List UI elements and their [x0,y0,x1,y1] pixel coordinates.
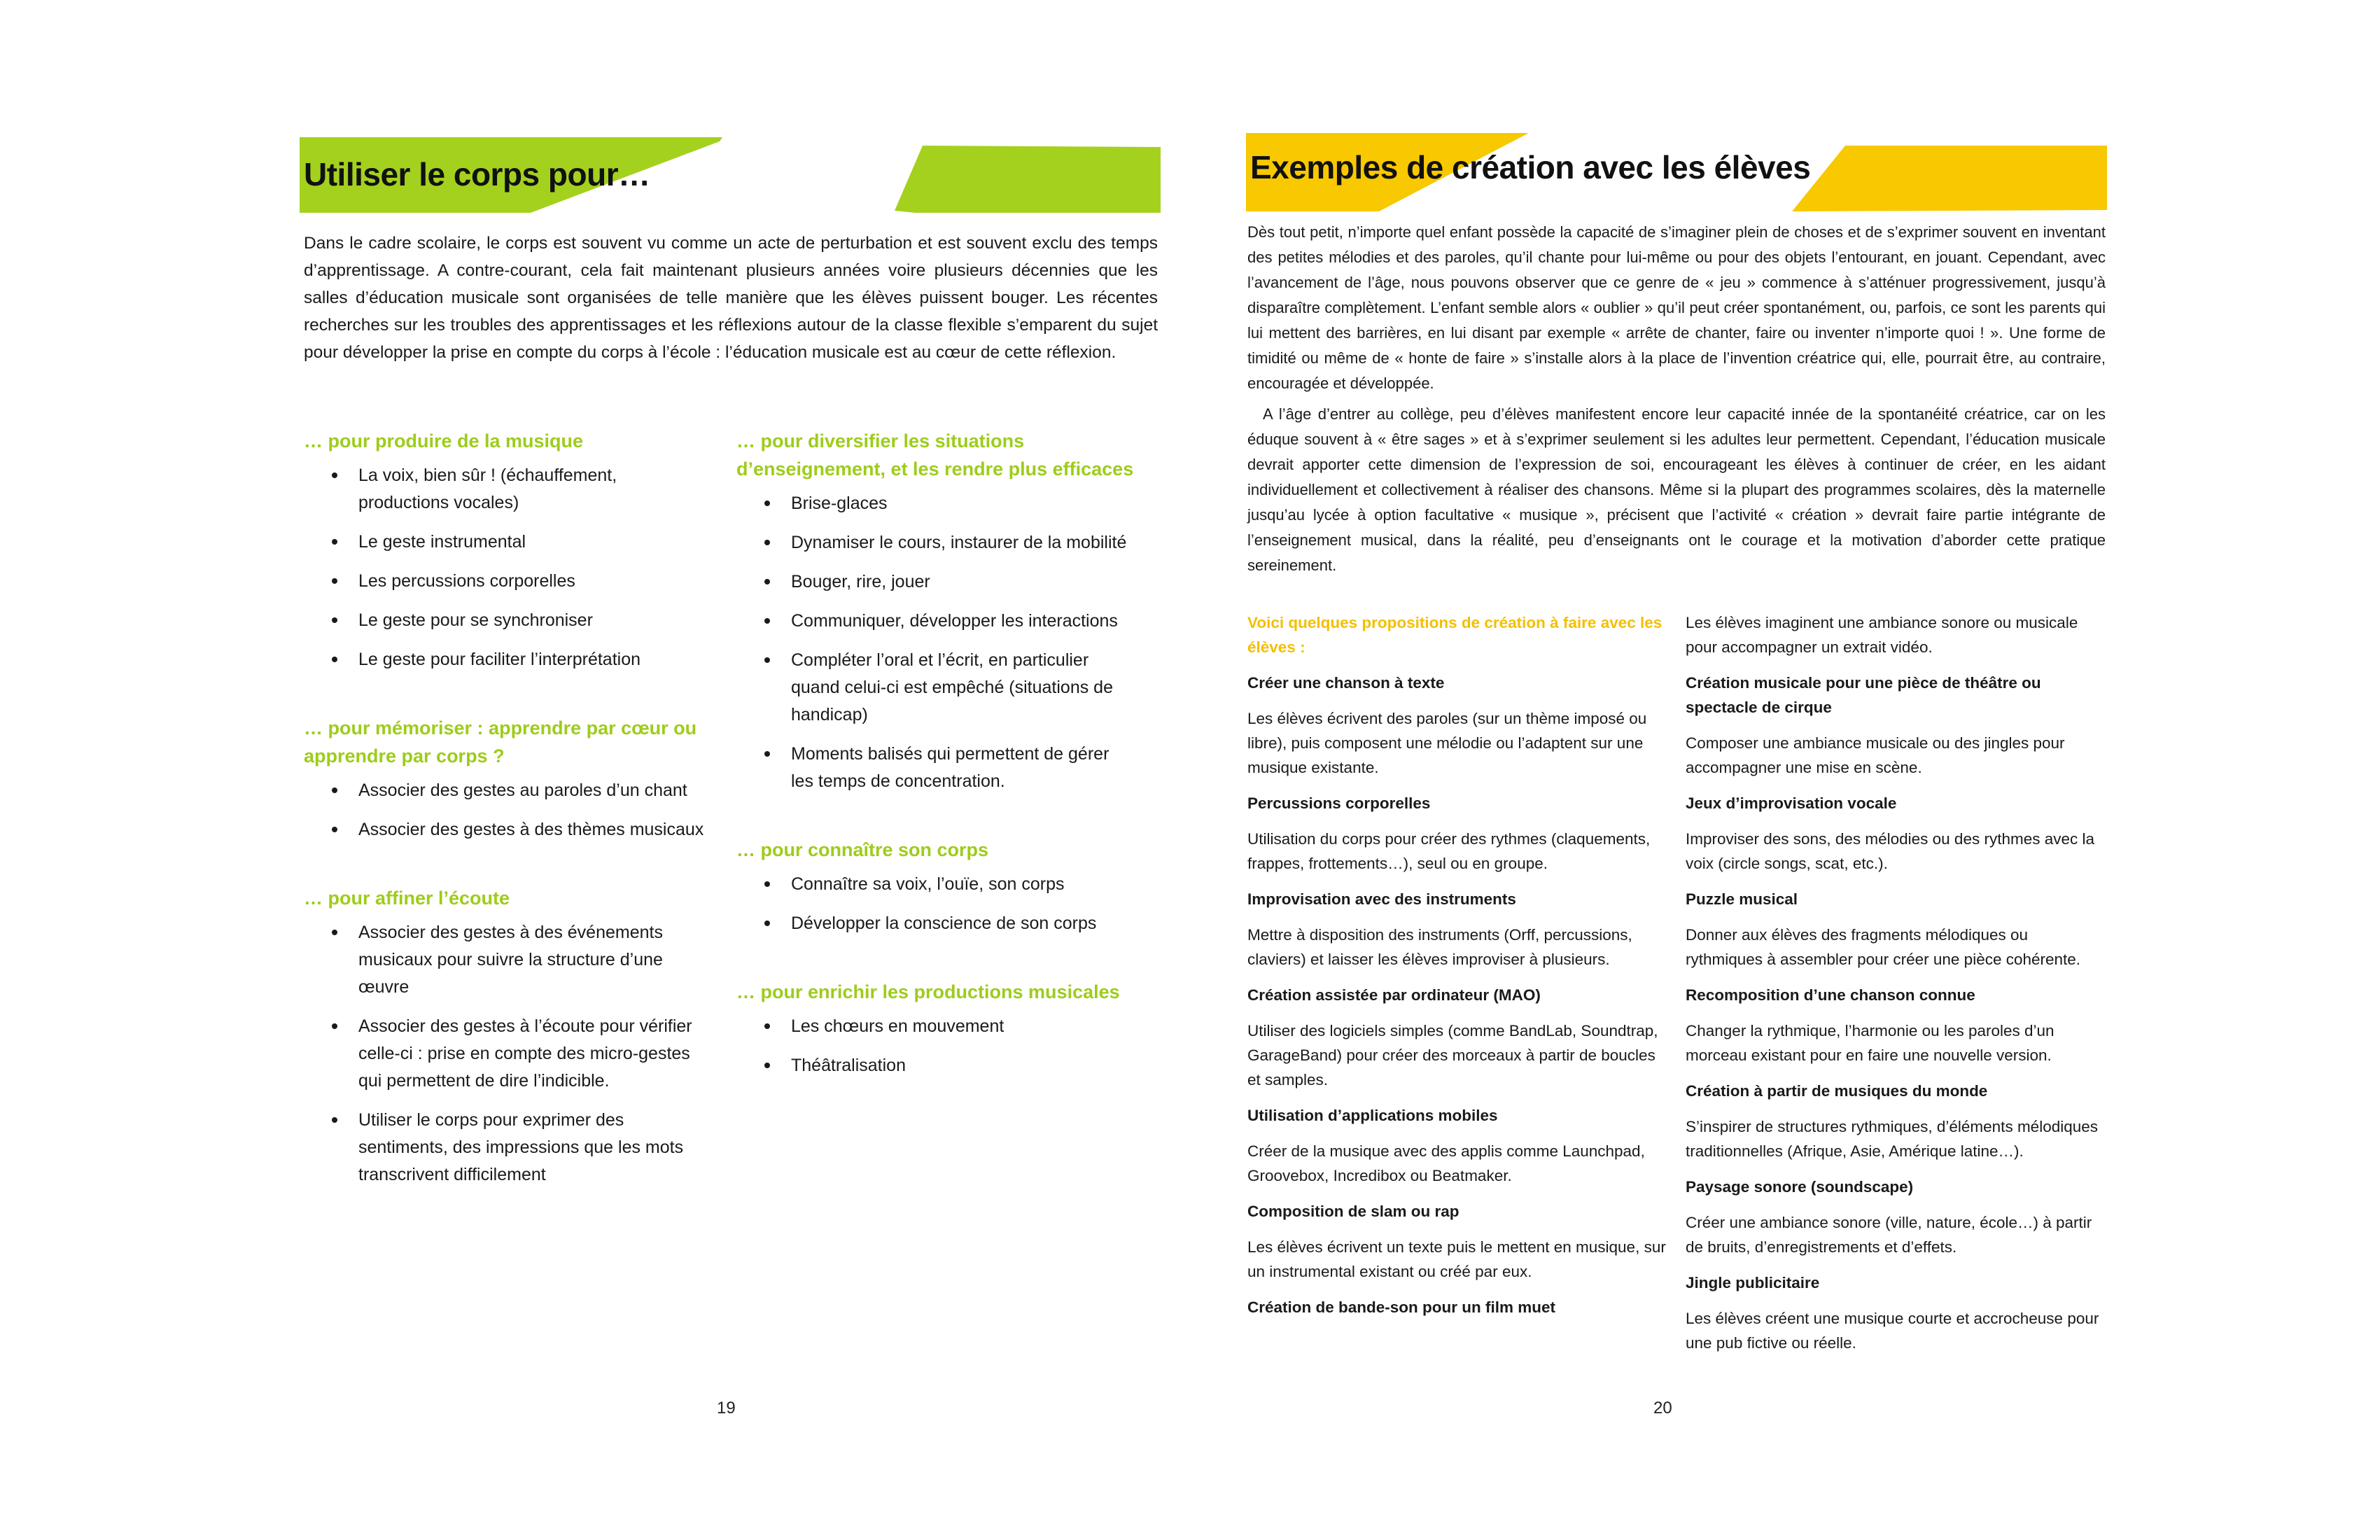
item-description: Les élèves écrivent des paroles (sur un thème imposé ou libre), puis composent une mélodie ou l’adaptent sur une musique existante. [1247,710,1647,776]
bullet-list [304,919,710,1189]
list-item: Utiliser le corps pour exprimer des sentiments, des impressions que les mots transcrivent difficilement [358,1107,710,1189]
left-column-2 [736,427,1135,1120]
section [304,427,710,673]
right-column-2 [1686,610,2106,1366]
list-item: Le geste pour faciliter l’interprétation [358,646,710,673]
intro-text [1247,220,2106,578]
right-column-1 [1247,610,1667,1331]
left-title-banner [300,137,1161,213]
section-heading: … pour enrichir les productions musicales [736,981,1120,1002]
list-item: Bouger, rire, jouer [791,568,1135,596]
list-item: Théâtralisation [791,1052,1135,1079]
list-item: Associer des gestes au paroles d’un chant [358,777,710,804]
list-item: Moments balisés qui permettent de gérer les temps de concentration. [791,741,1135,795]
item-title: Recomposition d’une chanson connue [1686,986,1975,1004]
item-description: Composer une ambiance musicale ou des jingles pour accompagner une mise en scène. [1686,734,2065,776]
list-item: Développer la conscience de son corps [791,910,1135,937]
item-description: Utilisation du corps pour créer des rythmes (claquements, frappes, frottements…), seul ou en groupe. [1247,830,1651,872]
item-title: Composition de slam ou rap [1247,1203,1460,1220]
section-heading: … pour diversifier les situations d’enseignement, et les rendre plus efficaces [736,430,1134,479]
section-heading: … pour connaître son corps [736,839,989,860]
bullet-list [736,490,1135,795]
intro-paragraph-2: A l’âge d’entrer au collège, peu d’élèves manifestent encore leur capacité innée de la spontanéité créatrice, car on les éduque souvent à « être sages » et à s’exprimer seulement si les adultes leur permettent. Cependant, l’éducation musicale devrait apporter cette dimension de l’expression de soi, encourageant les élèves à continuer de créer, en les aidant individuellement et collectivement à réaliser des chansons. Même si la plupart des programmes scolaires, dès la maternelle jusqu’au lycée à option facultative « musique », précisent que l’activité « création » devrait faire partie intégrante de l’enseignement musical, dans la réalité, peu d’enseignants ont le courage et la motivation d’aborder cette pratique sereinement. [1247,405,2106,574]
item-description: Donner aux élèves des fragments mélodiques ou rythmiques à assembler pour créer une pièce cohérente. [1686,926,2081,968]
section [304,884,710,1189]
list-item: Brise-glaces [791,490,1135,517]
item-description: Mettre à disposition des instruments (Orff, percussions, claviers) et laisser les élèves improviser à plusieurs. [1247,926,1632,968]
page-number: 20 [1653,1399,1672,1418]
section-heading: … pour mémoriser : apprendre par cœur ou apprendre par corps ? [304,718,697,766]
list-item: Le geste pour se synchroniser [358,607,710,634]
right-title-banner [1246,133,2107,211]
item-title: Jingle publicitaire [1686,1274,1820,1292]
item-title: Créer une chanson à texte [1247,674,1445,692]
bullet-list [736,871,1135,937]
section-heading: … pour affiner l’écoute [304,888,510,909]
item-description: Créer une ambiance sonore (ville, nature, école…) à partir de bruits, d’enregistrements et d’effets. [1686,1214,2092,1256]
item-description: Créer de la musique avec des applis comme Launchpad, Groovebox, Incredibox ou Beatmaker. [1247,1142,1645,1184]
item-title: Création assistée par ordinateur (MAO) [1247,986,1541,1004]
page-title: Utiliser le corps pour… [304,156,650,192]
list-item: Associer des gestes à des thèmes musicaux [358,816,710,844]
list-item: Dynamiser le cours, instaurer de la mobilité [791,529,1135,556]
list-item: Le geste instrumental [358,528,710,556]
section [304,714,710,844]
list-item: La voix, bien sûr ! (échauffement, productions vocales) [358,462,710,517]
right-page [1190,0,2380,1540]
item-description: Utiliser des logiciels simples (comme BandLab, Soundtrap, GarageBand) pour créer des morceaux à partir de boucles et samples. [1247,1022,1658,1088]
list-item: Compléter l’oral et l’écrit, en particulier quand celui-ci est empêché (situations de handicap) [791,647,1135,729]
item-title: Paysage sonore (soundscape) [1686,1178,1914,1196]
section [736,836,1135,937]
item-description: Changer la rythmique, l’harmonie ou les paroles d’un morceau existant pour en faire une nouvelle version. [1686,1022,2054,1064]
section [736,427,1135,795]
bullet-list [736,1013,1135,1079]
item-description: Les élèves créent une musique courte et accrocheuse pour une pub fictive ou réelle. [1686,1310,2099,1352]
item-title: Création à partir de musiques du monde [1686,1082,1988,1100]
item-title: Improvisation avec des instruments [1247,890,1516,908]
list-item: Connaître sa voix, l’ouïe, son corps [791,871,1135,898]
item-title: Jeux d’improvisation vocale [1686,794,1897,812]
section-heading: … pour produire de la musique [304,430,584,451]
item-title: Utilisation d’applications mobiles [1247,1107,1498,1124]
item-title: Puzzle musical [1686,890,1798,908]
item-description: Improviser des sons, des mélodies ou des rythmes avec la voix (circle songs, scat, etc.). [1686,830,2095,872]
list-item: Associer des gestes à l’écoute pour vérifier celle-ci : prise en compte des micro-gestes qui permettent de dire l’indicible. [358,1013,710,1095]
section [736,978,1135,1079]
intro-paragraph: Dans le cadre scolaire, le corps est souvent vu comme un acte de perturbation et est souvent exclu des temps d’apprentissage. A contre-courant, cela fait maintenant plusieurs années voire plusieurs décennies que les salles d’éducation musicale sont organisées de telle manière que les élèves puissent bouger. Les récentes recherches sur les troubles des apprentissages et les réflexions autour de la classe flexible s’emparent du sujet pour développer la prise en compte du corps à l’école : l’éducation musicale est au cœur de cette réflexion. [304,234,1158,362]
list-item: Les percussions corporelles [358,568,710,595]
intro-paragraph-1: Dès tout petit, n’importe quel enfant possède la capacité de s’imaginer plein de choses et de s’exprimer souvent en inventant des petites mélodies et des paroles, qu’il chante pour lui-même ou pour des objets l’entourant, en jouant. Cependant, avec l’avancement de l’âge, nous pouvons observer que ce genre de « jeu » commence à s’atténuer progressivement, jusqu’à disparaître complètement. L’enfant semble alors « oublier » qu’il peut créer spontanément, ou, parfois, ce sont les parents qui lui mettent des barrières, en lui disant par exemple « arrête de chanter, faire ou inventer n’importe quoi ! ». Une forme de timidité ou même de « honte de faire » s’installe alors à la place de l’invention créatrice qui, elle, pourrait être, au contraire, encouragée et développée. [1247,223,2106,392]
page-title: Exemples de création avec les élèves [1250,149,1811,186]
item-title: Percussions corporelles [1247,794,1431,812]
item-title: Création de bande-son pour un film muet [1247,1298,1556,1316]
item-description: Les élèves imaginent une ambiance sonore ou musicale pour accompagner un extrait vidéo. [1686,614,2078,656]
list-item: Communiquer, développer les interactions [791,608,1135,635]
bullet-list [304,462,710,673]
propositions-heading: Voici quelques propositions de création à faire avec les élèves : [1247,614,1662,656]
item-title: Création musicale pour une pièce de théâtre ou spectacle de cirque [1686,674,2041,716]
bullet-list [304,777,710,844]
page-number: 19 [717,1399,736,1418]
item-description: Les élèves écrivent un texte puis le mettent en musique, sur un instrumental existant ou créé par eux. [1247,1238,1666,1280]
list-item: Associer des gestes à des événements musicaux pour suivre la structure d’une œuvre [358,919,710,1001]
list-item: Les chœurs en mouvement [791,1013,1135,1040]
left-column-1 [304,427,710,1229]
item-description: S’inspirer de structures rythmiques, d’éléments mélodiques traditionnelles (Afrique, Asie, Amérique latine…). [1686,1118,2099,1160]
